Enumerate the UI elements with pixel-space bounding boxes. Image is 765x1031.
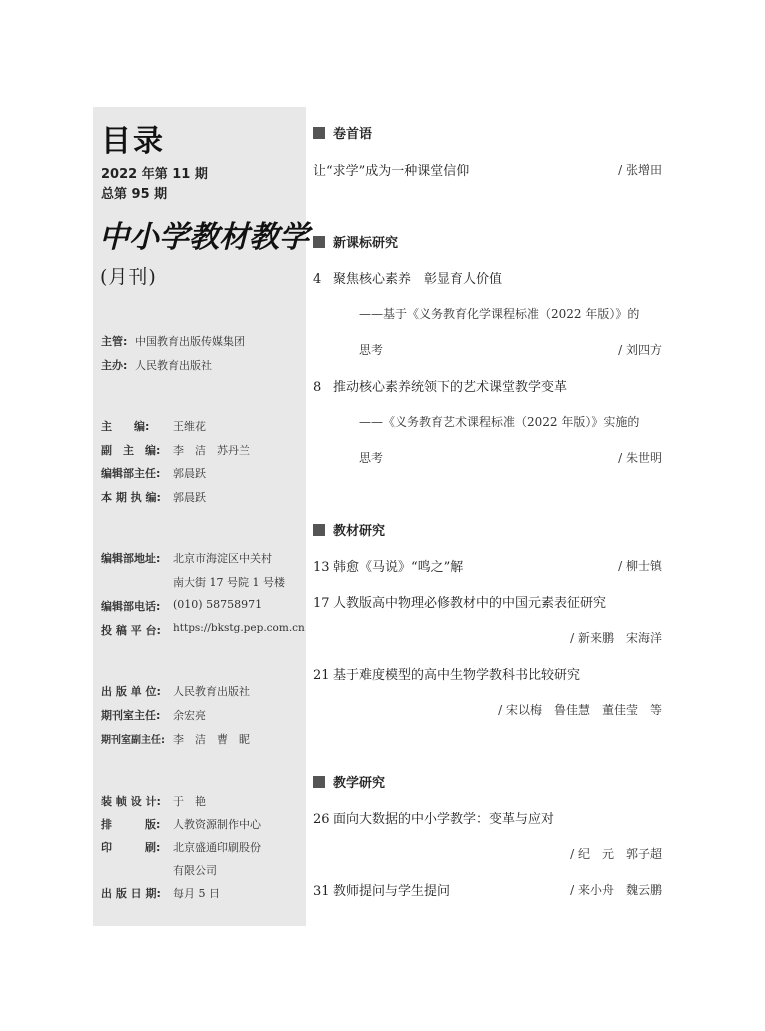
magazine-title: 中小学教材教学	[99, 220, 309, 255]
info-row	[101, 333, 245, 349]
article-subtitle: ——《义务教育艺术课程标准（2022 年版）》实施的	[359, 415, 640, 429]
article-author: / 宋以梅 鲁佳慧 董佳莹 等	[498, 703, 662, 717]
info-label: 编辑部主任:	[101, 467, 161, 480]
article-title-text: 基于难度模型的高中生物学教科书比较研究	[333, 668, 581, 683]
info-label: 编辑部电话:	[101, 600, 161, 613]
info-label: 主管:	[101, 335, 128, 348]
article-title-text: 聚焦核心素养 彰显育人价值	[333, 272, 503, 287]
info-row	[101, 442, 250, 458]
article-title-text: 让“求学”成为一种课堂信仰	[313, 164, 470, 179]
article-author: / 新来鹏 宋海洋	[570, 631, 662, 645]
page-number: 17	[313, 596, 330, 611]
info-label: 副 主 编:	[101, 444, 161, 457]
article-title-text: 面向大数据的中小学教学：变革与应对	[333, 812, 555, 827]
info-value: (010) 58758971	[173, 598, 263, 611]
page-number: 31	[313, 884, 330, 899]
info-row	[101, 707, 206, 723]
article-title[interactable]	[313, 808, 554, 827]
info-row	[101, 598, 262, 614]
section-heading-label: 教学研究	[333, 776, 386, 791]
article-author: / 柳士镇	[618, 559, 662, 573]
info-label: 主办:	[101, 359, 128, 372]
article-subtitle: ——基于《义务教育化学课程标准（2022 年版）》的	[359, 307, 640, 321]
info-value: 有限公司	[173, 864, 217, 877]
info-value: 南大街 17 号院 1 号楼	[173, 576, 285, 589]
info-label: 期刊室主任:	[101, 709, 161, 722]
section-heading	[313, 232, 398, 251]
total-issue-number: 总第 95 期	[101, 187, 168, 202]
info-value: 人民教育出版社	[173, 685, 250, 698]
info-row	[101, 862, 217, 878]
info-label: 排 版:	[101, 818, 161, 831]
info-row	[101, 357, 212, 373]
article-title[interactable]	[313, 592, 606, 611]
info-value: 郭晨跃	[173, 467, 206, 480]
issue-number: 2022 年第 11 期	[101, 167, 208, 182]
section-heading	[313, 123, 372, 142]
info-row	[101, 683, 250, 699]
info-value: 王维花	[173, 420, 206, 433]
frequency-label: (月刊)	[100, 266, 157, 288]
article-author: / 刘四方	[618, 343, 662, 357]
toc-title: 目录	[101, 124, 165, 159]
page-number: 26	[313, 812, 330, 827]
info-value: 人教资源制作中心	[173, 818, 261, 831]
info-label: 期刊室副主任:	[101, 735, 165, 746]
info-row	[101, 885, 220, 901]
page-number: 4	[313, 272, 322, 287]
info-label: 本 期 执 编:	[101, 491, 161, 504]
article-title[interactable]	[313, 160, 469, 179]
info-label: 主 编:	[101, 420, 150, 433]
info-label: 投 稿 平 台:	[101, 624, 161, 637]
info-label	[101, 862, 173, 878]
info-label: 出 版 单 位:	[101, 685, 161, 698]
info-value: 每月 5 日	[173, 887, 220, 900]
info-row	[101, 465, 206, 481]
article-title[interactable]	[313, 376, 567, 395]
square-bullet-icon	[313, 236, 325, 248]
info-row	[101, 816, 261, 832]
info-row	[101, 839, 261, 855]
info-row	[101, 550, 272, 566]
section-heading-label: 卷首语	[333, 127, 373, 142]
page-number: 13	[313, 560, 330, 575]
info-row	[101, 418, 206, 434]
info-row	[101, 574, 285, 590]
article-title-text: 推动核心素养统领下的艺术课堂教学变革	[333, 380, 568, 395]
article-title[interactable]	[313, 556, 463, 575]
info-value: 中国教育出版传媒集团	[135, 335, 245, 348]
article-author: / 张增田	[618, 163, 662, 177]
info-value: 北京市海淀区中关村	[173, 552, 272, 565]
article-title-text: 人教版高中物理必修教材中的中国元素表征研究	[333, 596, 607, 611]
section-heading	[313, 520, 385, 539]
info-value: 人民教育出版社	[135, 359, 212, 372]
info-row	[101, 793, 206, 809]
article-subtitle-cont: 思考	[359, 451, 384, 465]
article-title-text: 韩愈《马说》“鸣之”解	[333, 560, 464, 575]
section-heading	[313, 772, 385, 791]
info-row	[101, 731, 250, 747]
article-subtitle-cont: 思考	[359, 343, 384, 357]
info-value: 北京盛通印刷股份	[173, 841, 261, 854]
page-number: 8	[313, 380, 322, 395]
info-row	[101, 489, 206, 505]
info-row	[101, 622, 305, 638]
page-number: 21	[313, 668, 330, 683]
info-value: 郭晨跃	[173, 491, 206, 504]
info-label: 编辑部地址:	[101, 552, 161, 565]
square-bullet-icon	[313, 776, 325, 788]
section-heading-label: 新课标研究	[333, 236, 399, 251]
article-author: / 来小舟 魏云鹏	[570, 883, 662, 897]
info-label: 装 帧 设 计:	[101, 795, 161, 808]
info-value: 李 洁 苏丹兰	[173, 444, 250, 457]
info-value: 余宏亮	[173, 709, 206, 722]
info-value: 李 洁 曹 眤	[173, 733, 250, 746]
article-author: / 朱世明	[618, 451, 662, 465]
square-bullet-icon	[313, 524, 325, 536]
article-title[interactable]	[313, 664, 580, 683]
section-heading-label: 教材研究	[333, 524, 386, 539]
article-title-text: 教师提问与学生提问	[333, 884, 451, 899]
info-value: 于 艳	[173, 795, 206, 808]
info-label: 出 版 日 期:	[101, 887, 161, 900]
info-label: 印 刷:	[101, 841, 161, 854]
article-title[interactable]	[313, 880, 450, 899]
info-value: https://bkstg.pep.com.cn	[173, 622, 305, 634]
article-title[interactable]	[313, 268, 502, 287]
info-label	[101, 574, 173, 590]
square-bullet-icon	[313, 127, 325, 139]
article-author: / 纪 元 郭子超	[570, 847, 662, 861]
